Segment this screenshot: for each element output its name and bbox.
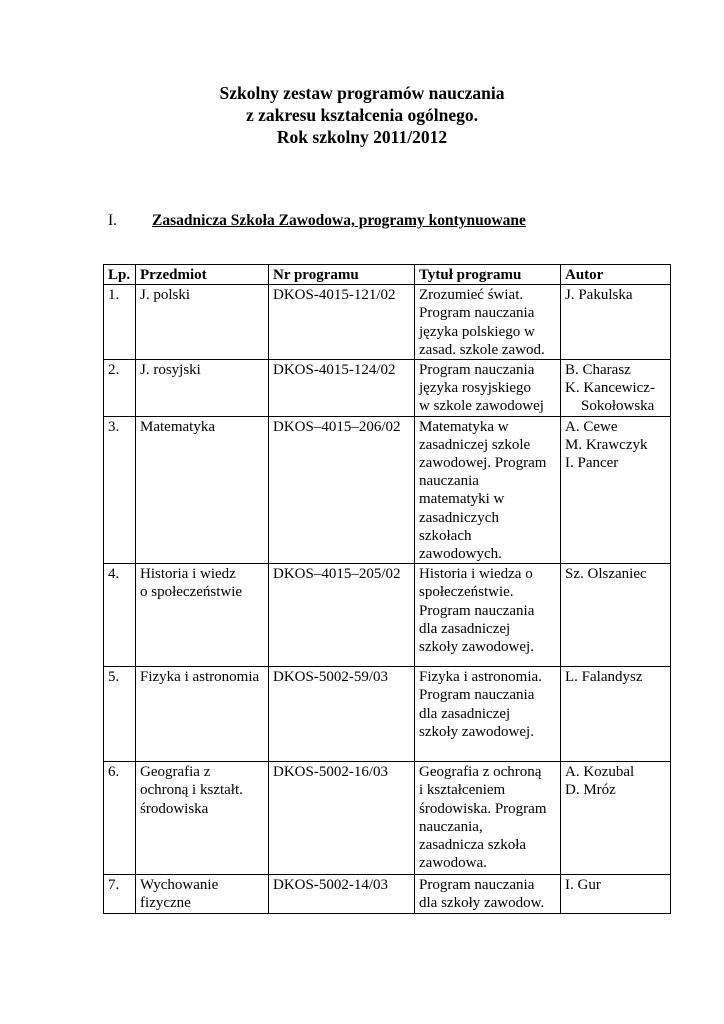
header-program-title: Tytuł programu xyxy=(415,265,561,285)
table-row xyxy=(104,564,671,667)
cell-program-title xyxy=(415,667,561,762)
author-line: A. Cewe xyxy=(565,418,618,435)
header-lp: Lp. xyxy=(104,265,136,285)
cell-program-number: DKOS-4015-124/02 xyxy=(269,360,415,417)
subject-line: J. rosyjski xyxy=(140,362,201,379)
cell-author xyxy=(561,762,671,875)
title-line: w szkole zawodowej xyxy=(419,398,544,415)
title-line: Program nauczania xyxy=(419,687,535,704)
table-row xyxy=(104,762,671,875)
title-line: zasadnicza szkoła xyxy=(419,837,527,854)
subject-line: fizyczne xyxy=(140,895,191,912)
title-line: Program nauczania xyxy=(419,305,535,322)
cell-subject xyxy=(136,360,269,417)
cell-subject xyxy=(136,875,269,914)
title-line-1: Szkolny zestaw programów nauczania xyxy=(219,83,505,103)
cell-lp: 6. xyxy=(104,762,136,875)
title-line: zawodowych. xyxy=(419,546,502,563)
cell-lp: 1. xyxy=(104,285,136,360)
cell-author xyxy=(561,564,671,667)
section-title: Zasadnicza Szkoła Zawodowa, programy kontynuowane xyxy=(152,212,526,229)
cell-author xyxy=(561,416,671,564)
cell-author xyxy=(561,667,671,762)
header-author: Autor xyxy=(561,265,671,285)
cell-lp: 3. xyxy=(104,416,136,564)
title-line: zasadniczej szkole xyxy=(419,436,531,453)
cell-subject xyxy=(136,564,269,667)
subject-line: Wychowanie xyxy=(140,877,219,894)
title-line: zawodowej. Program xyxy=(419,455,547,472)
cell-lp: 5. xyxy=(104,667,136,762)
title-line: szkołach xyxy=(419,527,472,544)
cell-author xyxy=(561,875,671,914)
table-header-row xyxy=(104,265,671,285)
title-line-3: Rok szkolny 2011/2012 xyxy=(276,127,448,147)
author-line: A. Kozubal xyxy=(565,764,635,781)
title-line: Historia i wiedza o xyxy=(419,566,533,583)
title-line: Program nauczania xyxy=(419,602,535,619)
title-line: dla szkoły zawodow. xyxy=(419,895,545,912)
cell-subject xyxy=(136,762,269,875)
subject-line: środowiska xyxy=(140,800,209,817)
cell-program-number: DKOS–4015–206/02 xyxy=(269,416,415,564)
section-number: I. xyxy=(108,212,118,229)
author-line: I. Gur xyxy=(565,877,601,894)
title-line-2: z zakresu kształcenia ogólnego. xyxy=(245,105,479,125)
author-line: B. Charasz xyxy=(565,362,631,379)
title-line: środowiska. Program xyxy=(419,800,547,817)
cell-lp: 2. xyxy=(104,360,136,417)
cell-subject xyxy=(136,416,269,564)
title-line: społeczeństwie. xyxy=(419,584,514,601)
subject-line: o społeczeństwie xyxy=(140,584,243,601)
title-line: języka rosyjskiego xyxy=(419,380,532,397)
document-title xyxy=(0,82,724,148)
author-line: Sz. Olszaniec xyxy=(565,566,647,583)
title-line: Program nauczania xyxy=(419,877,535,894)
title-line: matematyki w xyxy=(419,491,505,508)
cell-lp: 4. xyxy=(104,564,136,667)
author-line: L. Falandysz xyxy=(565,669,643,686)
title-line: zasadniczych xyxy=(419,509,499,526)
cell-program-number: DKOS-5002-59/03 xyxy=(269,667,415,762)
title-line: dla zasadniczej xyxy=(419,620,511,637)
title-line: Matematyka w xyxy=(419,418,509,435)
author-line: Sokołowska xyxy=(581,398,655,415)
table-row xyxy=(104,360,671,417)
author-line: I. Pancer xyxy=(565,455,619,472)
title-line: Geografia z ochroną xyxy=(419,764,542,781)
cell-program-title xyxy=(415,875,561,914)
table-row xyxy=(104,667,671,762)
title-line: nauczania, xyxy=(419,818,483,835)
subject-line: Geografia z xyxy=(140,764,211,781)
author-line: M. Krawczyk xyxy=(565,436,648,453)
title-line: Fizyka i astronomia. xyxy=(419,669,542,686)
title-line: nauczania xyxy=(419,473,479,490)
title-line: zawodowa. xyxy=(419,855,487,872)
cell-program-number: DKOS–4015–205/02 xyxy=(269,564,415,667)
subject-line: Matematyka xyxy=(140,418,215,435)
cell-lp: 7. xyxy=(104,875,136,914)
cell-subject xyxy=(136,285,269,360)
table-row xyxy=(104,285,671,360)
author-line: K. Kancewicz- xyxy=(565,380,655,397)
title-line: języka polskiego w xyxy=(419,323,535,340)
cell-subject xyxy=(136,667,269,762)
subject-line: Historia i wiedz xyxy=(140,566,236,583)
cell-program-number: DKOS-5002-14/03 xyxy=(269,875,415,914)
cell-author xyxy=(561,285,671,360)
cell-author xyxy=(561,360,671,417)
cell-program-number: DKOS-5002-16/03 xyxy=(269,762,415,875)
cell-program-title xyxy=(415,762,561,875)
title-line: Zrozumieć świat. xyxy=(419,287,524,304)
title-line: Program nauczania xyxy=(419,362,535,379)
subject-line: Fizyka i astronomia xyxy=(140,669,260,686)
header-program-number: Nr programu xyxy=(269,265,415,285)
title-line: szkoły zawodowej. xyxy=(419,723,534,740)
title-line: dla zasadniczej xyxy=(419,705,511,722)
table-row xyxy=(104,875,671,914)
subject-line: J. polski xyxy=(140,287,191,304)
cell-program-title xyxy=(415,416,561,564)
cell-program-number: DKOS-4015-121/02 xyxy=(269,285,415,360)
cell-program-title xyxy=(415,360,561,417)
author-line: D. Mróz xyxy=(565,782,616,799)
cell-program-title xyxy=(415,285,561,360)
programs-table xyxy=(103,264,671,914)
title-line: i kształceniem xyxy=(419,782,506,799)
header-subject: Przedmiot xyxy=(136,265,269,285)
cell-program-title xyxy=(415,564,561,667)
subject-line: ochroną i kształt. xyxy=(140,782,243,799)
table-row xyxy=(104,416,671,564)
title-line: szkoły zawodowej. xyxy=(419,639,534,656)
author-line: J. Pakulska xyxy=(565,287,633,304)
title-line: zasad. szkole zawod. xyxy=(419,341,545,358)
